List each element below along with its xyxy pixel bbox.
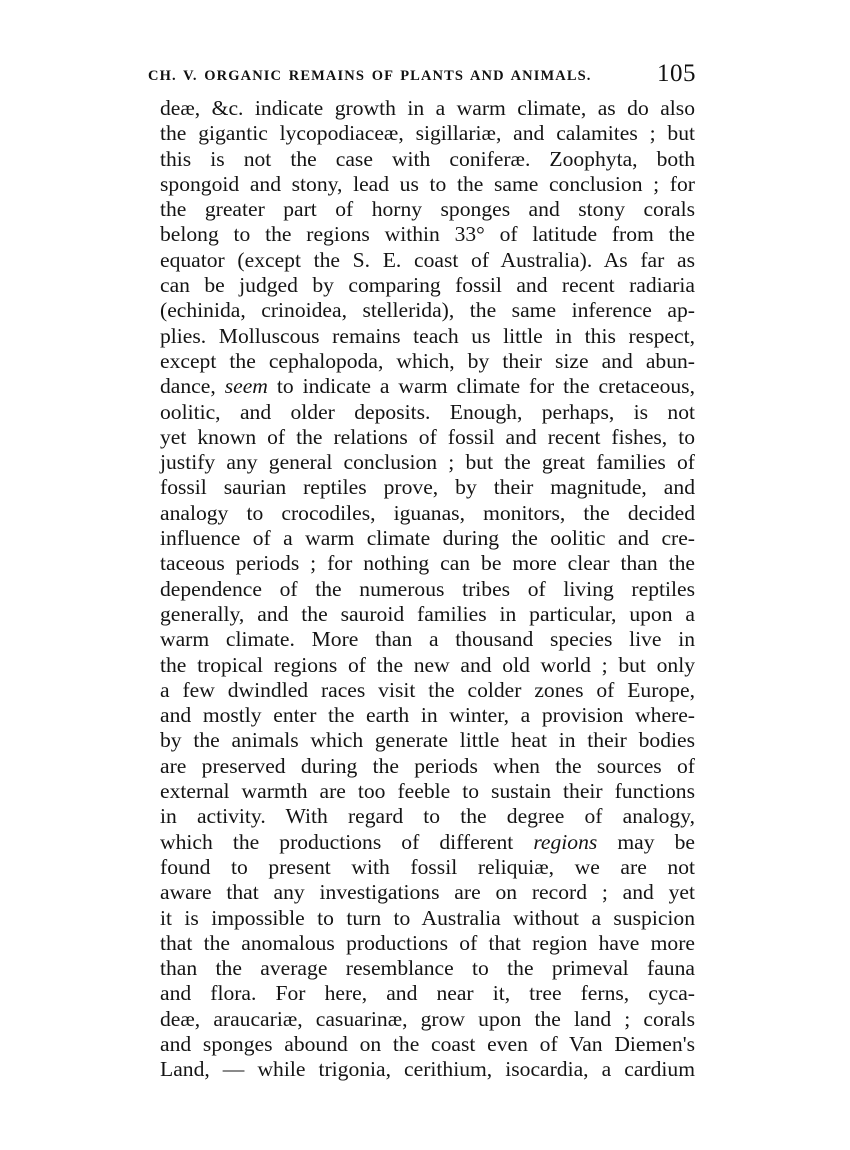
- text-line: the gigantic lycopodiaceæ, sigillariæ, and calamites ; but: [160, 121, 695, 146]
- text-line: generally, and the sauroid families in particular, upon a: [160, 601, 695, 626]
- text-line: than the average resemblance to the primeval fauna: [160, 956, 695, 981]
- text-line: that the anomalous productions of that region have more: [160, 930, 695, 955]
- text-line: in activity. With regard to the degree of analogy,: [160, 804, 695, 829]
- text-line: are preserved during the periods when the sources of: [160, 753, 695, 778]
- text-line: a few dwindled races visit the colder zones of Europe,: [160, 677, 695, 702]
- text-line: external warmth are too feeble to sustain their functions: [160, 779, 695, 804]
- page-number: 105: [657, 60, 696, 87]
- text-segment: which the productions of different: [160, 829, 534, 854]
- text-line: except the cephalopoda, which, by their size and abun-: [160, 348, 695, 373]
- italic-word: regions: [533, 829, 598, 854]
- text-line: and mostly enter the earth in winter, a provision where-: [160, 703, 695, 728]
- text-line: yet known of the relations of fossil and recent fishes, to: [160, 424, 695, 449]
- text-line: deæ, &c. indicate growth in a warm climate, as do also: [160, 96, 695, 120]
- text-line: fossil saurian reptiles prove, by their magnitude, and: [160, 475, 695, 500]
- text-segment: dance,: [160, 374, 225, 399]
- text-line: deæ, araucariæ, casuarinæ, grow upon the land ; corals: [160, 1006, 695, 1031]
- text-line-italic: [160, 830, 695, 855]
- text-line: justify any general conclusion ; but the great families of: [160, 450, 695, 475]
- text-line: and sponges abound on the coast even of Van Diemen's: [160, 1031, 695, 1056]
- text-line: plies. Molluscous remains teach us little in this respect,: [160, 323, 695, 348]
- text-line: spongoid and stony, lead us to the same conclusion ; for: [160, 171, 695, 196]
- text-segment: may be: [597, 829, 695, 854]
- text-line-italic: [160, 374, 695, 399]
- text-line: oolitic, and older deposits. Enough, perhaps, is not: [160, 399, 695, 424]
- text-line: it is impossible to turn to Australia without a suspicion: [160, 905, 695, 930]
- text-line: the tropical regions of the new and old world ; but only: [160, 652, 695, 677]
- text-line: (echinida, crinoidea, stellerida), the same inference ap-: [160, 298, 695, 323]
- chapter-heading: CH. V. ORGANIC REMAINS OF PLANTS AND ANIMALS.: [148, 68, 592, 84]
- body-text: [160, 96, 695, 1083]
- text-line: influence of a warm climate during the oolitic and cre-: [160, 526, 695, 551]
- text-line: Land, — while trigonia, cerithium, isocardia, a cardium: [160, 1057, 695, 1082]
- text-line: dependence of the numerous tribes of living reptiles: [160, 576, 695, 601]
- text-line: this is not the case with coniferæ. Zoophyta, both: [160, 146, 695, 171]
- text-line: by the animals which generate little heat in their bodies: [160, 728, 695, 753]
- text-line: the greater part of horny sponges and stony corals: [160, 197, 695, 222]
- text-line: aware that any investigations are on record ; and yet: [160, 880, 695, 905]
- text-line: and flora. For here, and near it, tree ferns, cyca-: [160, 981, 695, 1006]
- running-head: [148, 60, 696, 90]
- text-line: can be judged by comparing fossil and recent radiaria: [160, 273, 695, 298]
- text-line: equator (except the S. E. coast of Australia). As far as: [160, 247, 695, 272]
- text-line: warm climate. More than a thousand species live in: [160, 627, 695, 652]
- text-segment: to indicate a warm climate for the cretaceous,: [267, 374, 695, 399]
- text-line: taceous periods ; for nothing can be more clear than the: [160, 551, 695, 576]
- italic-word: seem: [224, 374, 268, 399]
- text-line: found to present with fossil reliquiæ, we are not: [160, 854, 695, 879]
- text-line: analogy to crocodiles, iguanas, monitors, the decided: [160, 500, 695, 525]
- text-line: belong to the regions within 33° of latitude from the: [160, 222, 695, 247]
